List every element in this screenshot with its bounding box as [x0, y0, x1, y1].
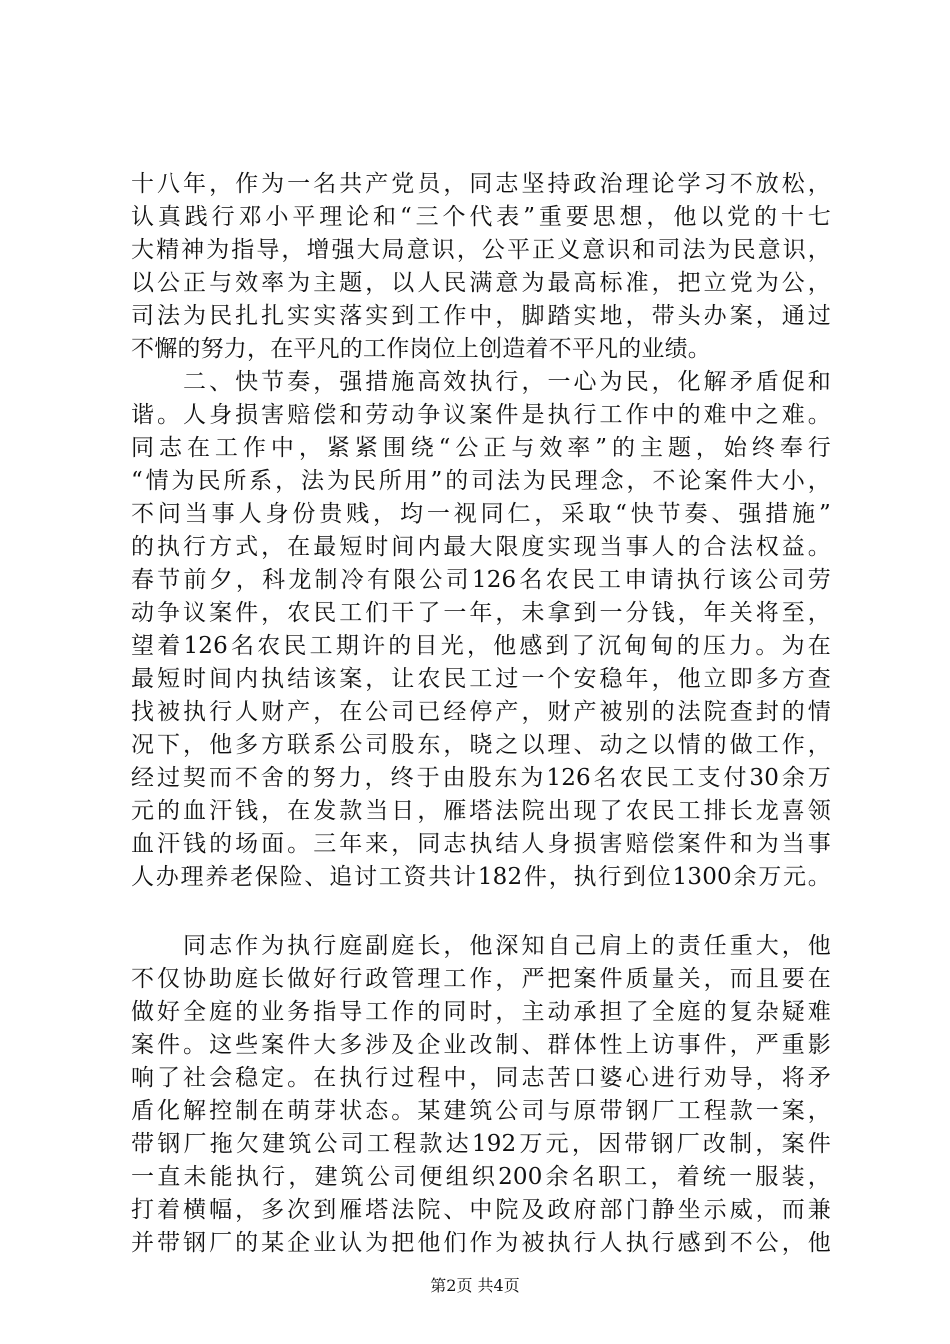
text-line: 十八年，作为一名共产党员，同志坚持政治理论学习不放松， [131, 171, 831, 197]
text-line: 人办理养老保险、追讨工资共计182件，执行到位1300余万元。 [131, 864, 831, 890]
text-line: 不问当事人身份贵贱，均一视同仁，采取“快节奏、强措施” [131, 501, 831, 527]
text-line: 春节前夕，科龙制冷有限公司126名农民工申请执行该公司劳 [131, 567, 831, 593]
text-line: 谐。人身损害赔偿和劳动争议案件是执行工作中的难中之难。 [131, 402, 831, 428]
text-line: “情为民所系，法为民所用”的司法为民理念，不论案件大小， [131, 468, 831, 494]
body-text [131, 168, 831, 1260]
text-line: 望着126名农民工期许的目光，他感到了沉甸甸的压力。为在 [131, 633, 831, 659]
text-line: 一直未能执行，建筑公司便组织200余名职工，着统一服装， [131, 1164, 831, 1190]
text-line: 经过契而不舍的努力，终于由股东为126名农民工支付30余万 [131, 765, 831, 791]
text-line: 盾化解控制在萌芽状态。某建筑公司与原带钢厂工程款一案， [131, 1098, 831, 1124]
text-line: 大精神为指导，增强大局意识，公平正义意识和司法为民意识， [131, 237, 831, 263]
text-line: 带钢厂拖欠建筑公司工程款达192万元，因带钢厂改制，案件 [131, 1131, 831, 1157]
text-line: 不懈的努力，在平凡的工作岗位上创造着不平凡的业绩。 [131, 336, 711, 362]
text-line: 并带钢厂的某企业认为把他们作为被执行人执行感到不公，他 [131, 1230, 831, 1256]
paragraph [131, 366, 831, 894]
paragraph [131, 930, 831, 1260]
text-line: 以公正与效率为主题，以人民满意为最高标准，把立党为公， [131, 270, 831, 296]
text-line: 的执行方式，在最短时间内最大限度实现当事人的合法权益。 [131, 534, 831, 560]
text-line: 同志作为执行庭副庭长，他深知自己肩上的责任重大，他 [131, 933, 831, 959]
text-line: 做好全庭的业务指导工作的同时，主动承担了全庭的复杂疑难 [131, 999, 831, 1025]
text-line: 找被执行人财产，在公司已经停产，财产被别的法院查封的情 [131, 699, 831, 725]
text-line: 况下，他多方联系公司股东，晓之以理、动之以情的做工作， [131, 732, 831, 758]
paragraph [131, 168, 831, 366]
text-line: 认真践行邓小平理论和“三个代表”重要思想，他以党的十七 [131, 204, 831, 230]
text-line: 不仅协助庭长做好行政管理工作，严把案件质量关，而且要在 [131, 966, 831, 992]
text-line: 案件。这些案件大多涉及企业改制、群体性上访事件，严重影 [131, 1032, 831, 1058]
paragraph-gap [131, 894, 831, 930]
text-line: 同志在工作中，紧紧围绕“公正与效率”的主题，始终奉行 [131, 435, 831, 461]
text-line: 响了社会稳定。在执行过程中，同志苦口婆心进行劝导，将矛 [131, 1065, 831, 1091]
text-line: 血汗钱的场面。三年来，同志执结人身损害赔偿案件和为当事 [131, 831, 831, 857]
text-line: 打着横幅，多次到雁塔法院、中院及政府部门静坐示威，而兼 [131, 1197, 831, 1223]
text-line: 动争议案件，农民工们干了一年，未拿到一分钱，年关将至， [131, 600, 831, 626]
text-line: 司法为民扎扎实实落实到工作中，脚踏实地，带头办案，通过 [131, 303, 831, 329]
text-line: 最短时间内执结该案，让农民工过一个安稳年，他立即多方查 [131, 666, 831, 692]
text-line: 元的血汗钱，在发款当日，雁塔法院出现了农民工排长龙喜领 [131, 798, 831, 824]
page-number-footer: 第2页 共4页 [430, 1276, 520, 1295]
text-line: 二、快节奏，强措施高效执行，一心为民，化解矛盾促和 [131, 369, 831, 395]
